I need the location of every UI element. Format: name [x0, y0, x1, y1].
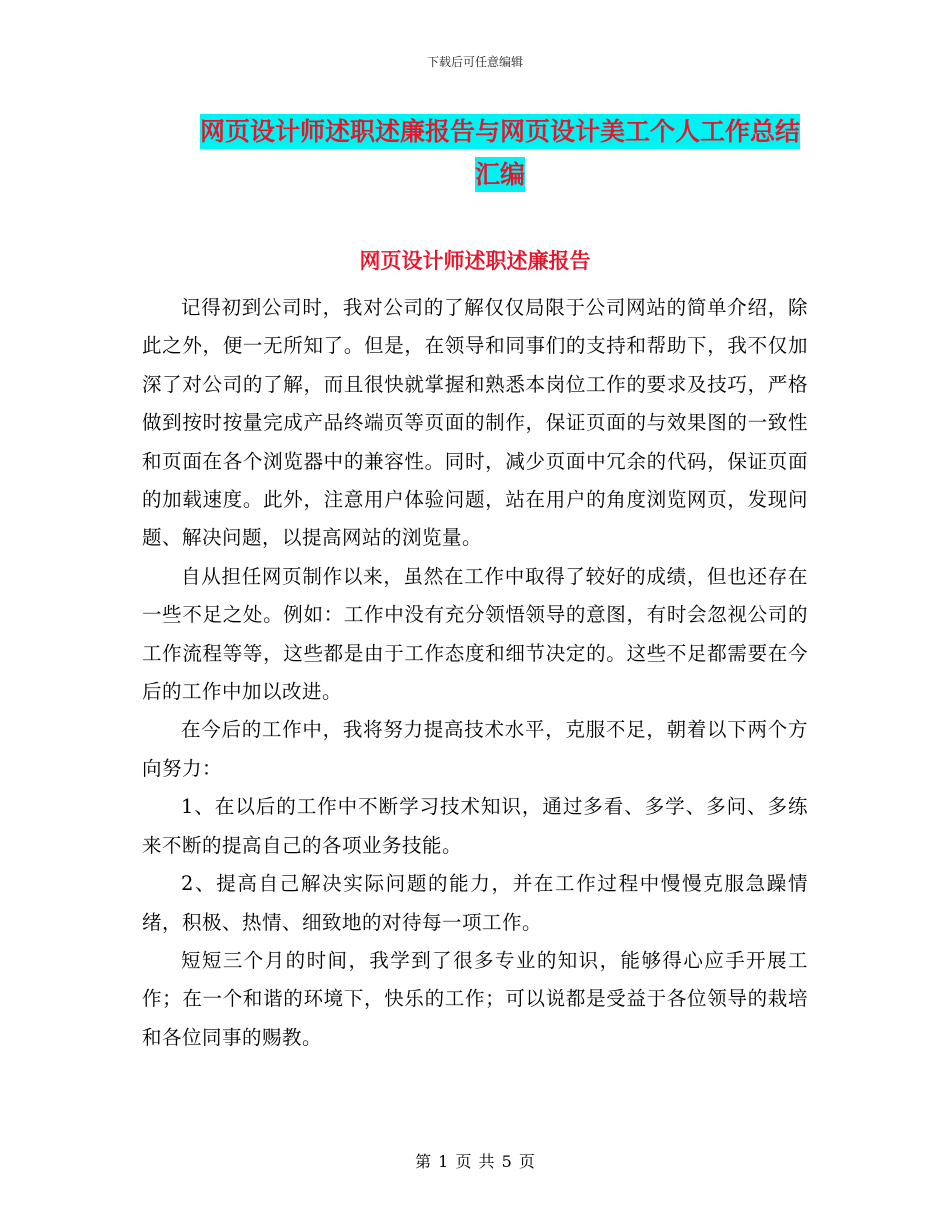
list-item-paragraph: 1、在以后的工作中不断学习技术知识，通过多看、多学、多问、多练来不断的提高自己的各项业务技能。	[142, 795, 808, 857]
list-item-paragraph: 2、提高自己解决实际问题的能力，并在工作过程中慢慢克服急躁情绪，积极、热情、细致地的对待每一项工作。	[142, 872, 808, 934]
section-title: 网页设计师述职述廉报告	[359, 248, 591, 273]
paragraph: 短短三个月的时间，我学到了很多专业的知识，能够得心应手开展工作；在一个和谐的环境下，快乐的工作；可以说都是受益于各位领导的栽培和各位同事的赐教。	[142, 948, 808, 1049]
paragraph: 自从担任网页制作以来，虽然在工作中取得了较好的成绩，但也还存在一些不足之处。例如：工作中没有充分领悟领导的意图，有时会忽视公司的工作流程等等，这些都是由于工作态度和细节决定的。这些不足都需要在今后的工作中加以改进。	[142, 564, 808, 704]
paragraph: 记得初到公司时，我对公司的了解仅仅局限于公司网站的简单介绍，除此之外，便一无所知了。但是，在领导和同事们的支持和帮助下，我不仅加深了对公司的了解，而且很快就掌握和熟悉本岗位工作的要求及技巧，严格做到按时按量完成产品终端页等页面的制作，保证页面的与效果图的一致性和页面在各个浏览器中的兼容性。同时，减少页面中冗余的代码，保证页面的加载速度。此外，注意用户体验问题，站在用户的角度浏览网页，发现问题、解决问题，以提高网站的浏览量。	[142, 296, 808, 550]
paragraph: 在今后的工作中，我将努力提高技术水平，克服不足，朝着以下两个方向努力：	[142, 718, 808, 780]
document-title	[190, 110, 810, 196]
document-body	[142, 289, 808, 1057]
page-footer-page-number: 第 1 页 共 5 页	[415, 1152, 535, 1171]
page-header-note: 下载后可任意编辑	[426, 55, 523, 69]
document-title-text: 网页设计师述职述廉报告与网页设计美工个人工作总结汇编	[200, 114, 800, 192]
